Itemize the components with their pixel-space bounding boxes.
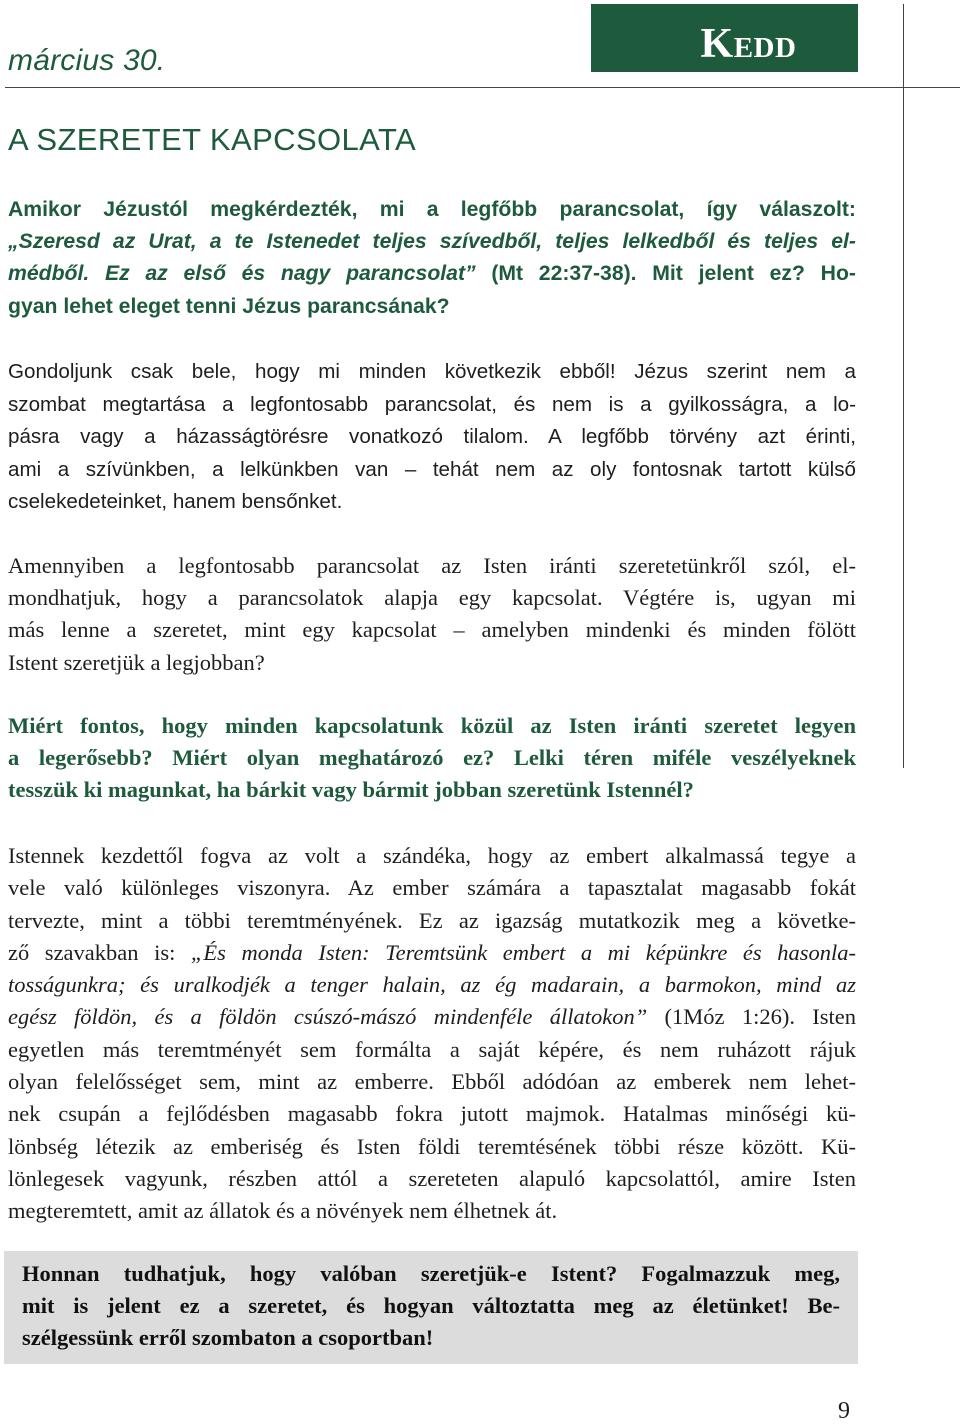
text-line: Miért fontos, hogy minden kapcsolatunk közül az Isten iránti szeretet legyen	[8, 713, 856, 738]
text-line: lönbség létezik az emberiség és Isten földi teremtésének többi része között. Kü-	[8, 1133, 856, 1159]
text-line: cselekedeteinket, hanem bensőnket.	[8, 490, 343, 514]
intro-line-2: „Szeresd az Urat, a te Istenedet teljes szívedből, teljes lelkedből és teljes el-	[8, 230, 856, 254]
intro-line-4: gyan lehet eleget tenni Jézus parancsának?	[8, 294, 450, 318]
question-box	[4, 1251, 858, 1364]
text-line: más lenne a szeretet, mint egy kapcsolat – amelyben mindenki és minden fölött	[8, 617, 856, 643]
text-line: nek csupán a fejlődésben magasabb fokra jutott majmok. Hatalmas minőségi kü-	[8, 1101, 856, 1127]
text-line: ami a szívünkben, a lelkünkben van – tehát nem az oly fontosnak tartott külső	[8, 457, 856, 481]
day-label: Kedd	[700, 21, 797, 67]
text-line: szombat megtartása a legfontosabb parancsolat, és nem is a gyilkosságra, a lo-	[8, 392, 856, 416]
page-number: 9	[838, 1398, 850, 1424]
intro-paragraph	[8, 194, 856, 323]
text-line	[8, 937, 856, 969]
intro-line-3	[8, 258, 856, 290]
text-line: tervezte, mint a többi teremtményének. Ez az igazság mutatkozik meg a követke-	[8, 907, 856, 933]
intro-reference: (Mt 22:37-38). Mit jelent ez? Ho-	[475, 262, 856, 286]
text-line: vele való különleges viszonyra. Az ember számára a tapasztalat magasabb fokát	[8, 875, 856, 901]
question-box-text	[22, 1258, 840, 1354]
text-line: pásra vagy a házasságtörésre vonatkozó tilalom. A legfőbb törvény azt érinti,	[8, 425, 856, 449]
intro-quote-end: médből. Ez az első és nagy parancsolat”	[8, 262, 476, 286]
scripture-quote: „És monda Isten: Teremtsünk embert a mi képünkre és hasonla-	[190, 939, 856, 965]
text-line: Amennyiben a legfontosabb parancsolat az Isten iránti szeretetünkről szól, el-	[8, 553, 856, 578]
text-line: Gondoljunk csak bele, hogy mi minden következik ebből! Jézus szerint nem a	[8, 360, 856, 383]
page-title: A SZERETET KAPCSOLATA	[8, 122, 417, 157]
text-line: mit is jelent ez a szeretet, és hogyan változtatta meg az életünket! Be-	[22, 1293, 840, 1318]
scripture-reference: (1Móz 1:26). Isten	[647, 1004, 856, 1030]
scripture-quote: egész földön, és a földön csúszó-mászó mindenféle állatokon”	[8, 1004, 648, 1030]
day-banner	[591, 4, 858, 72]
text-line: lönlegesek vagyunk, részben attól a szereteten alapuló kapcsolattól, amire Isten	[8, 1165, 856, 1191]
body-paragraph-1	[8, 356, 856, 519]
text-line: megteremtett, amit az állatok és a növények nem élhetnek át.	[8, 1198, 558, 1224]
header-rule	[5, 87, 960, 88]
body-paragraph-2	[8, 550, 856, 679]
text-line: tesszük ki magunkat, ha bárkit vagy bármit jobban szeretünk Istennél?	[8, 777, 694, 802]
discussion-question	[8, 710, 856, 806]
margin-rule	[903, 4, 904, 768]
text-line: Honnan tudhatjuk, hogy valóban szeretjük-e Istent? Fogalmazzuk meg,	[22, 1261, 840, 1286]
intro-line-1: Amikor Jézustól megkérdezték, mi a legfőbb parancsolat, így válaszolt:	[8, 198, 856, 221]
text-line: egyetlen más teremtményét sem formálta a saját képére, és nem ruházott rájuk	[8, 1036, 856, 1062]
scripture-quote-line: tosságunkra; és uralkodjék a tenger halain, az ég madarain, a barmokon, mind az	[8, 972, 856, 998]
text-span: ző szavakban is:	[8, 939, 191, 965]
text-line	[8, 1001, 856, 1033]
text-line: szélgessünk erről szombaton a csoportban!	[22, 1325, 434, 1350]
text-line: olyan felelősséget sem, mint az emberre. Ebből adódóan az emberek nem lehet-	[8, 1069, 856, 1095]
text-line: Istennek kezdettől fogva az volt a szándéka, hogy az embert alkalmassá tegye a	[8, 843, 856, 868]
date-label: március 30.	[8, 44, 166, 77]
text-line: a legerősebb? Miért olyan meghatározó ez? Lelki téren miféle veszélyeknek	[8, 745, 856, 770]
text-line: Istent szeretjük a legjobban?	[8, 649, 265, 675]
text-line: mondhatjuk, hogy a parancsolatok alapja egy kapcsolat. Végtére is, ugyan mi	[8, 585, 856, 611]
body-paragraph-3	[8, 840, 856, 1228]
